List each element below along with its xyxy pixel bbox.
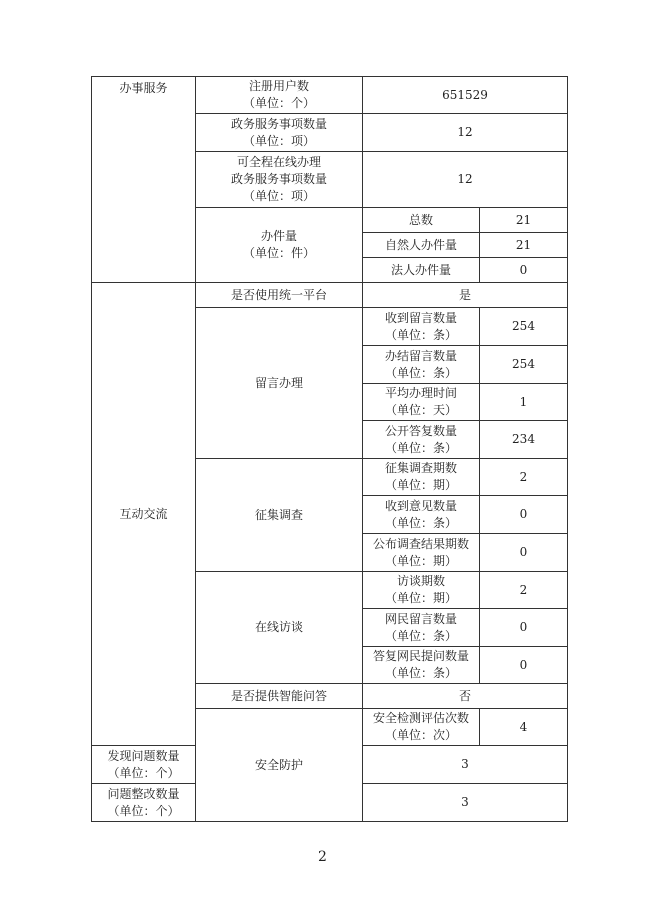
- sub-value: 0: [480, 258, 568, 283]
- sub-label: 法人办件量: [363, 258, 480, 283]
- row-label: 发现问题数量 （单位：个）: [92, 746, 196, 784]
- row-label: 安全检测评估次数 （单位：次）: [363, 709, 480, 746]
- row-value: 是: [363, 283, 568, 308]
- row-value: 3: [363, 784, 568, 822]
- category-security: 安全防护: [196, 709, 363, 822]
- sub-label: 公布调查结果期数 （单位：期）: [363, 534, 480, 572]
- row-label: 是否使用统一平台: [196, 283, 363, 308]
- sub-label: 访谈期数 （单位：期）: [363, 572, 480, 609]
- row-value: 12: [363, 114, 568, 152]
- sub-label: 公开答复数量 （单位：条）: [363, 421, 480, 459]
- sub-label: 收到意见数量 （单位：条）: [363, 496, 480, 534]
- messages-label: 留言办理: [196, 308, 363, 459]
- sub-value: 21: [480, 208, 568, 233]
- row-label: 政务服务事项数量 （单位：项）: [196, 114, 363, 152]
- sub-value: 21: [480, 233, 568, 258]
- sub-value: 0: [480, 647, 568, 684]
- row-label: 可全程在线办理 政务服务事项数量 （单位：项）: [196, 152, 363, 208]
- row-value: 12: [363, 152, 568, 208]
- row-value: 否: [363, 684, 568, 709]
- row-label: 是否提供智能问答: [196, 684, 363, 709]
- sub-value: 2: [480, 459, 568, 496]
- row-value: 651529: [363, 77, 568, 114]
- sub-value: 2: [480, 572, 568, 609]
- row-label: 问题整改数量 （单位：个）: [92, 784, 196, 822]
- row-value: 4: [480, 709, 568, 746]
- sub-label: 收到留言数量 （单位：条）: [363, 308, 480, 346]
- sub-value: 234: [480, 421, 568, 459]
- statistics-table: [91, 76, 568, 822]
- sub-label: 总数: [363, 208, 480, 233]
- row-label: 注册用户数 （单位：个）: [196, 77, 363, 114]
- sub-label: 自然人办件量: [363, 233, 480, 258]
- sub-label: 网民留言数量 （单位：条）: [363, 609, 480, 647]
- category-interaction: 互动交流: [92, 283, 196, 746]
- sub-label: 平均办理时间 （单位：天）: [363, 384, 480, 421]
- interview-label: 在线访谈: [196, 572, 363, 684]
- category-service: 办事服务: [92, 77, 196, 283]
- row-value: 3: [363, 746, 568, 784]
- cases-label: 办件量 （单位：件）: [196, 208, 363, 283]
- sub-value: 0: [480, 609, 568, 647]
- sub-value: 254: [480, 308, 568, 346]
- sub-label: 答复网民提问数量 （单位：条）: [363, 647, 480, 684]
- sub-value: 1: [480, 384, 568, 421]
- survey-label: 征集调查: [196, 459, 363, 572]
- page-number: 2: [318, 849, 327, 865]
- sub-value: 0: [480, 534, 568, 572]
- sub-label: 征集调查期数 （单位：期）: [363, 459, 480, 496]
- sub-label: 办结留言数量 （单位：条）: [363, 346, 480, 384]
- sub-value: 0: [480, 496, 568, 534]
- sub-value: 254: [480, 346, 568, 384]
